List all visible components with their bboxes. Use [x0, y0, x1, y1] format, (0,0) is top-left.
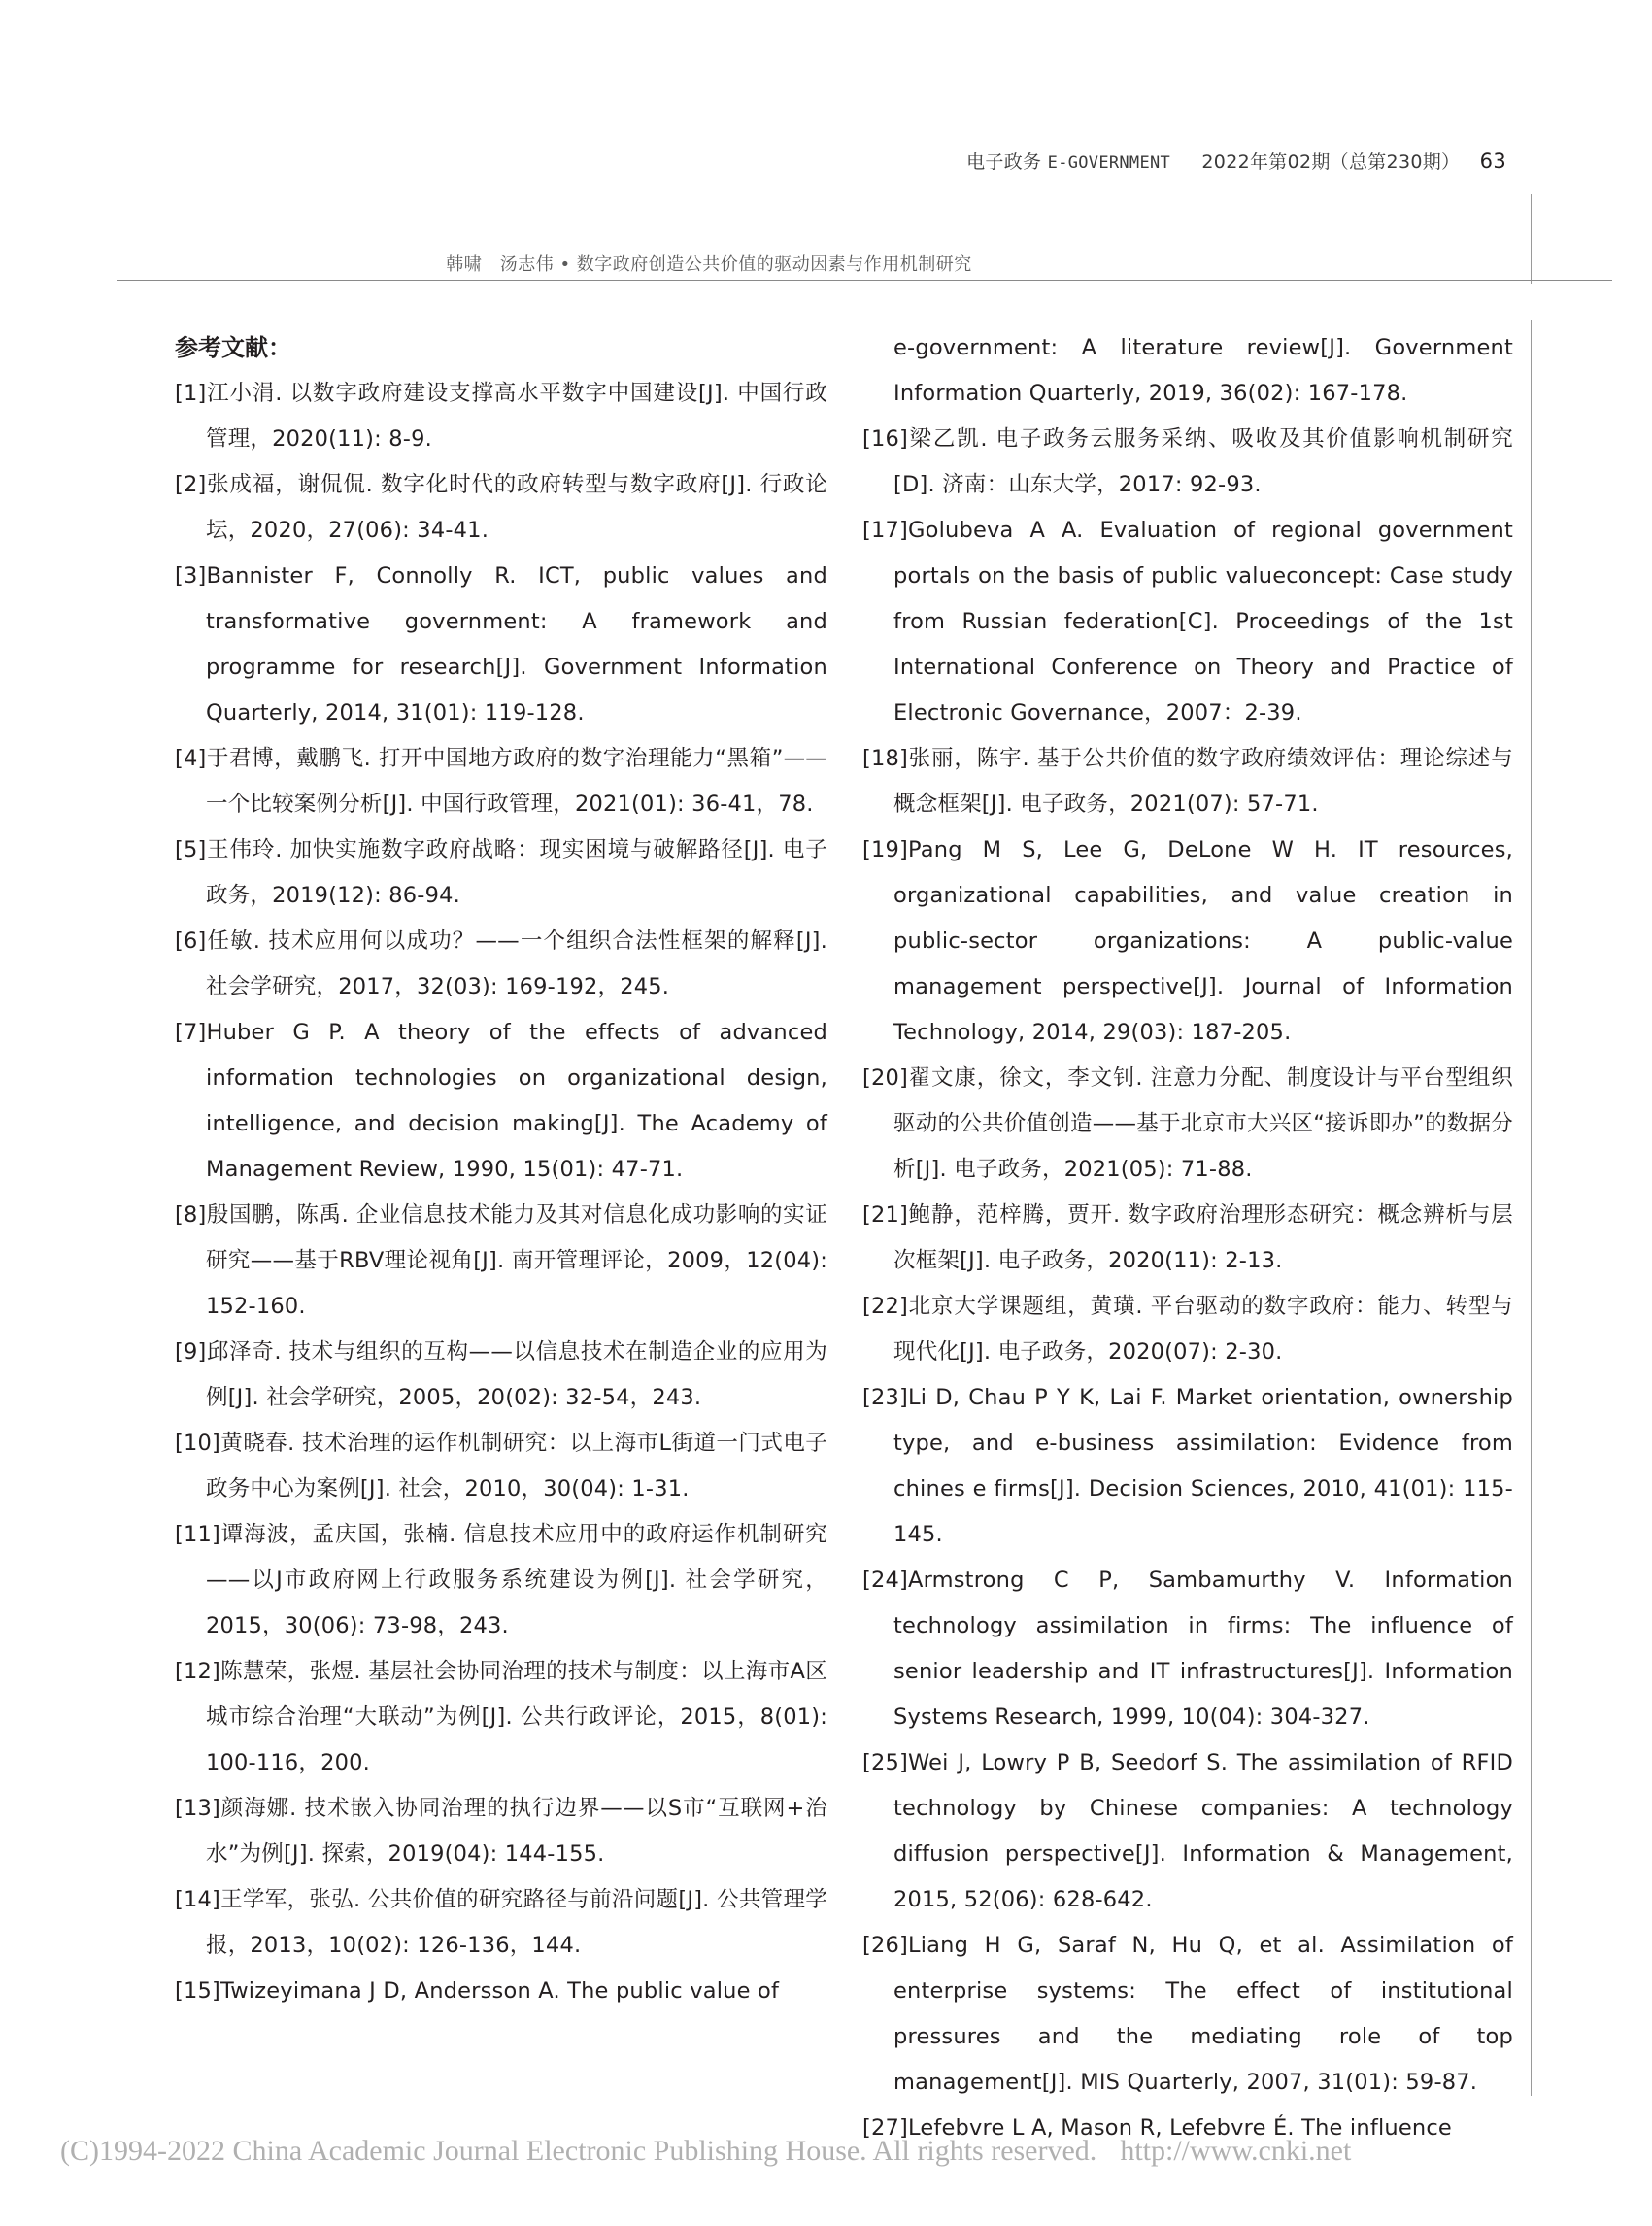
reference-item: [9]邱泽奇. 技术与组织的互构——以信息技术在制造企业的应用为例[J]. 社会学研究，2005，20(02): 32-54，243. [175, 1339, 827, 1410]
reference-item: [14]王学军，张弘. 公共价值的研究路径与前沿问题[J]. 公共管理学报，2013，10(02): 126-136，144. [175, 1887, 827, 1958]
reference-item: [18]张丽，陈宇. 基于公共价值的数字政府绩效评估：理论综述与概念框架[J]. 电子政务，2021(07): 57-71. [862, 746, 1513, 817]
reference-list-right [862, 417, 1513, 2151]
reference-continuation: e-government: A literature review[J]. Government Information Quarterly, 2019, 36(02): 167-178. [893, 335, 1513, 406]
margin-rule-top [1531, 194, 1532, 284]
reference-item: [13]颜海娜. 技术嵌入协同治理的执行边界——以S市“互联网+治水”为例[J]. 探索，2019(04): 144-155. [175, 1796, 827, 1867]
reference-item: [7]Huber G P. A theory of the effects of advanced information technologies on organizational design, intelligence, and decision making[J]. The Academy of Management Review, 1990, 15(01): 47-71. [175, 1020, 827, 1182]
reference-item: [1]江小涓. 以数字政府建设支撑高水平数字中国建设[J]. 中国行政管理，2020(11): 8-9. [175, 381, 827, 452]
journal-name-cn: 电子政务 [966, 152, 1042, 173]
issue-info: 2022年第02期（总第230期） [1201, 152, 1461, 173]
reference-item: [15]Twizeyimana J D, Andersson A. The public value of [175, 1978, 780, 2004]
reference-item: [2]张成福，谢侃侃. 数字化时代的政府转型与数字政府[J]. 行政论坛，2020，27(06): 34-41. [175, 472, 827, 543]
reference-item: [25]Wei J, Lowry P B, Seedorf S. The assimilation of RFID technology by Chinese companies: A technology diffusion perspective[J]. Information & Management, 2015, 52(06): 628-642. [862, 1750, 1513, 1912]
references-heading: 参考文献： [175, 334, 291, 361]
copyright-footer [60, 2135, 1614, 2168]
copyright-text: (C)1994-2022 China Academic Journal Electronic Publishing House. All rights reserved. [60, 2135, 1097, 2167]
reference-item: [12]陈慧荣，张煜. 基层社会协同治理的技术与制度：以上海市A区城市综合治理“大联动”为例[J]. 公共行政评论，2015，8(01): 100-116，200. [175, 1659, 827, 1775]
reference-item: [26]Liang H G, Saraf N, Hu Q, et al. Assimilation of enterprise systems: The effect of institutional pressures and the mediating role of top management[J]. MIS Quarterly, 2007, 31(01): 59-87. [862, 1933, 1513, 2095]
reference-item: [16]梁乙凯. 电子政务云服务采纳、吸收及其价值影响机制研究[D]. 济南：山东大学，2017: 92-93. [862, 426, 1513, 497]
reference-item: [11]谭海波，孟庆国，张楠. 信息技术应用中的政府运作机制研究——以J市政府网上行政服务系统建设为例[J]. 社会学研究，2015，30(06): 73-98，243. [175, 1522, 827, 1638]
reference-item: [3]Bannister F, Connolly R. ICT, public values and transformative government: A framework and programme for research[J]. Government Information Quarterly, 2014, 31(01): 119-128. [175, 563, 827, 725]
running-head: 韩啸 汤志伟 • 数字政府创造公共价值的驱动因素与作用机制研究 [446, 254, 972, 275]
reference-item: [8]殷国鹏，陈禹. 企业信息技术能力及其对信息化成功影响的实证研究——基于RBV理论视角[J]. 南开管理评论，2009，12(04): 152-160. [175, 1202, 827, 1319]
right-column [862, 325, 1513, 2151]
reference-item: [17]Golubeva A A. Evaluation of regional government portals on the basis of public valueconcept: Case study from Russian federation[C]. Proceedings of the 1st International Conference on Theory and Practice of Electronic Governance，2007：2-39. [862, 518, 1513, 725]
reference-item: [23]Li D, Chau P Y K, Lai F. Market orientation, ownership type, and e-business assimilation: Evidence from chines e firms[J]. Decision Sciences, 2010, 41(01): 115-145. [862, 1385, 1513, 1547]
page-number: 63 [1479, 150, 1506, 173]
reference-item: [10]黄晓春. 技术治理的运作机制研究：以上海市L街道一门式电子政务中心为案例[J]. 社会，2010，30(04): 1-31. [175, 1431, 827, 1501]
reference-item: [20]翟文康，徐文，李文钊. 注意力分配、制度设计与平台型组织驱动的公共价值创造——基于北京市大兴区“接诉即办”的数据分析[J]. 电子政务，2021(05): 71-88. [862, 1065, 1513, 1182]
margin-rule [1531, 320, 1532, 2096]
reference-item: [27]Lefebvre L A, Mason R, Lefebvre É. The influence [862, 2115, 1452, 2141]
reference-item: [6]任敏. 技术应用何以成功？——一个组织合法性框架的解释[J]. 社会学研究，2017，32(03): 169-192，245. [175, 928, 827, 999]
reference-item: [5]王伟玲. 加快实施数字政府战略：现实困境与破解路径[J]. 电子政务，2019(12): 86-94. [175, 837, 827, 908]
header-rule [117, 280, 1612, 281]
reference-item: [4]于君博，戴鹏飞. 打开中国地方政府的数字治理能力“黑箱”——一个比较案例分析[J]. 中国行政管理，2021(01): 36-41，78. [175, 746, 827, 817]
journal-header [966, 148, 1506, 174]
reference-item: [24]Armstrong C P, Sambamurthy V. Information technology assimilation in firms: The influence of senior leadership and IT infrastructures[J]. Information Systems Research, 1999, 10(04): 304-327. [862, 1568, 1513, 1730]
reference-item: [22]北京大学课题组，黄璜. 平台驱动的数字政府：能力、转型与现代化[J]. 电子政务，2020(07): 2-30. [862, 1294, 1513, 1365]
reference-item: [21]鲍静，范梓腾，贾开. 数字政府治理形态研究：概念辨析与层次框架[J]. 电子政务，2020(11): 2-13. [862, 1202, 1513, 1273]
journal-name-en: E-GOVERNMENT [1047, 153, 1171, 173]
reference-list-left [175, 371, 827, 2014]
reference-item: [19]Pang M S, Lee G, DeLone W H. IT resources, organizational capabilities, and value creation in public-sector organizations: A public-value management perspective[J]. Journal of Information Technology, 2014, 29(03): 187-205. [862, 837, 1513, 1045]
left-column [175, 325, 827, 2014]
cnki-link[interactable]: http://www.cnki.net [1120, 2135, 1352, 2167]
